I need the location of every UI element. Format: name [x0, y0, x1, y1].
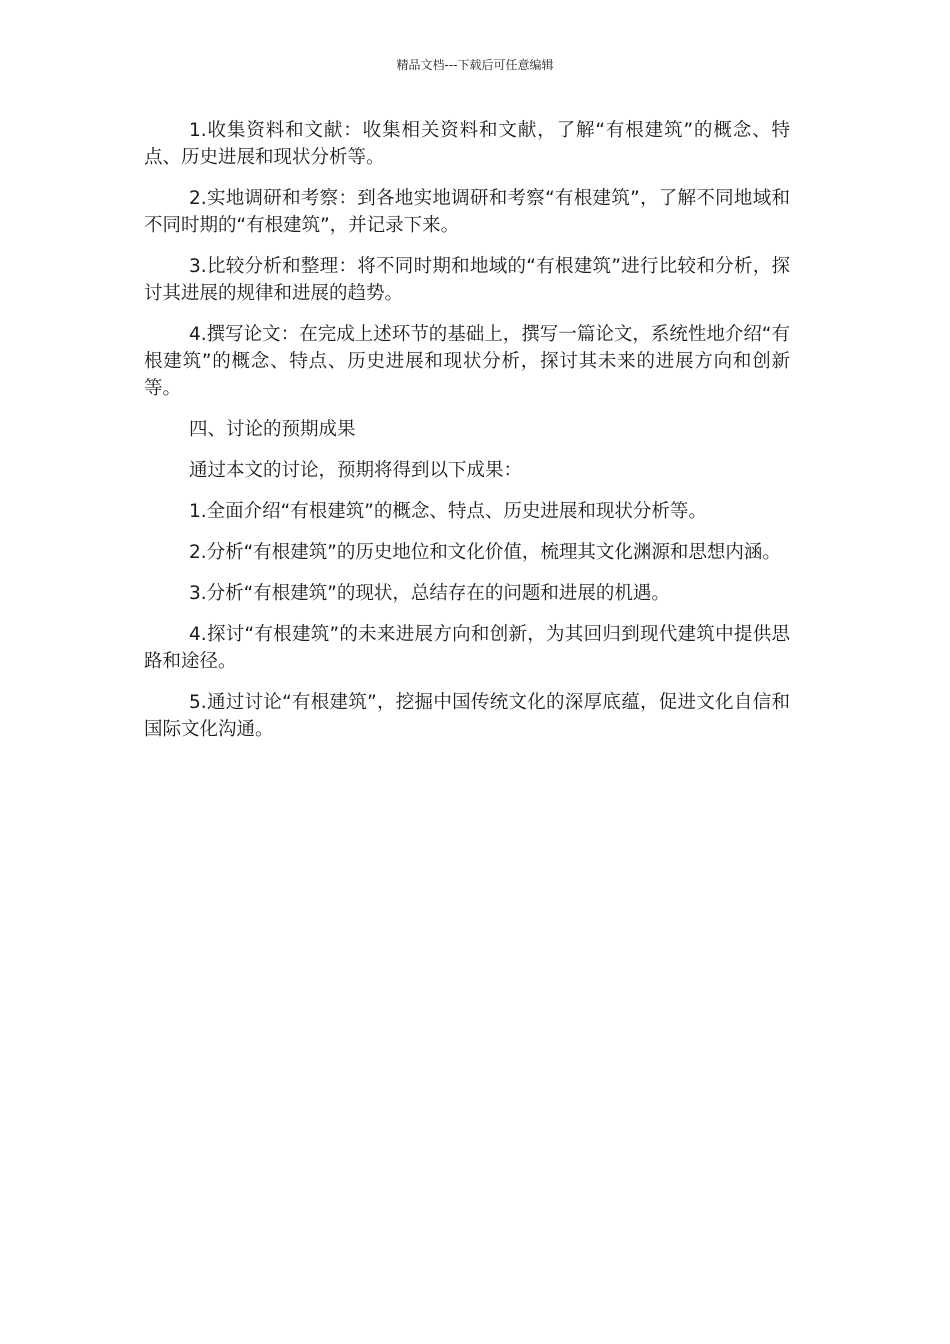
- paragraph-intro: 通过本文的讨论，预期将得到以下成果：: [189, 460, 523, 481]
- paragraph-result-3: 3.分析“有根建筑”的现状，总结存在的问题和进展的机遇。: [189, 583, 670, 604]
- section-heading: 四、讨论的预期成果: [189, 419, 356, 440]
- paragraph-result-1: 1.全面介绍“有根建筑”的概念、特点、历史进展和现状分析等。: [189, 501, 707, 522]
- paragraph-result-4: 4.探讨“有根建筑”的未来进展方向和创新，为其回归到现代建筑中提供思路和途径。: [144, 624, 790, 672]
- paragraph-step-3: 3.比较分析和整理：将不同时期和地域的“有根建筑”进行比较和分析，探讨其进展的规律和进展的趋势。: [144, 256, 790, 304]
- paragraph-step-1: 1.收集资料和文献：收集相关资料和文献，了解“有根建筑”的概念、特点、历史进展和现状分析等。: [144, 120, 790, 168]
- page-header: 精品文档---下载后可任意编辑: [396, 58, 554, 72]
- paragraph-result-2: 2.分析“有根建筑”的历史地位和文化价值，梳理其文化渊源和思想内涵。: [189, 542, 781, 563]
- paragraph-result-5: 5.通过讨论“有根建筑”，挖掘中国传统文化的深厚底蕴，促进文化自信和国际文化沟通。: [144, 692, 790, 740]
- document-body: [144, 117, 790, 757]
- paragraph-step-4: 4.撰写论文：在完成上述环节的基础上，撰写一篇论文，系统性地介绍“有根建筑”的概念、特点、历史进展和现状分析，探讨其未来的进展方向和创新等。: [144, 324, 790, 399]
- paragraph-step-2: 2.实地调研和考察：到各地实地调研和考察“有根建筑”，了解不同地域和不同时期的“有根建筑”，并记录下来。: [144, 188, 790, 236]
